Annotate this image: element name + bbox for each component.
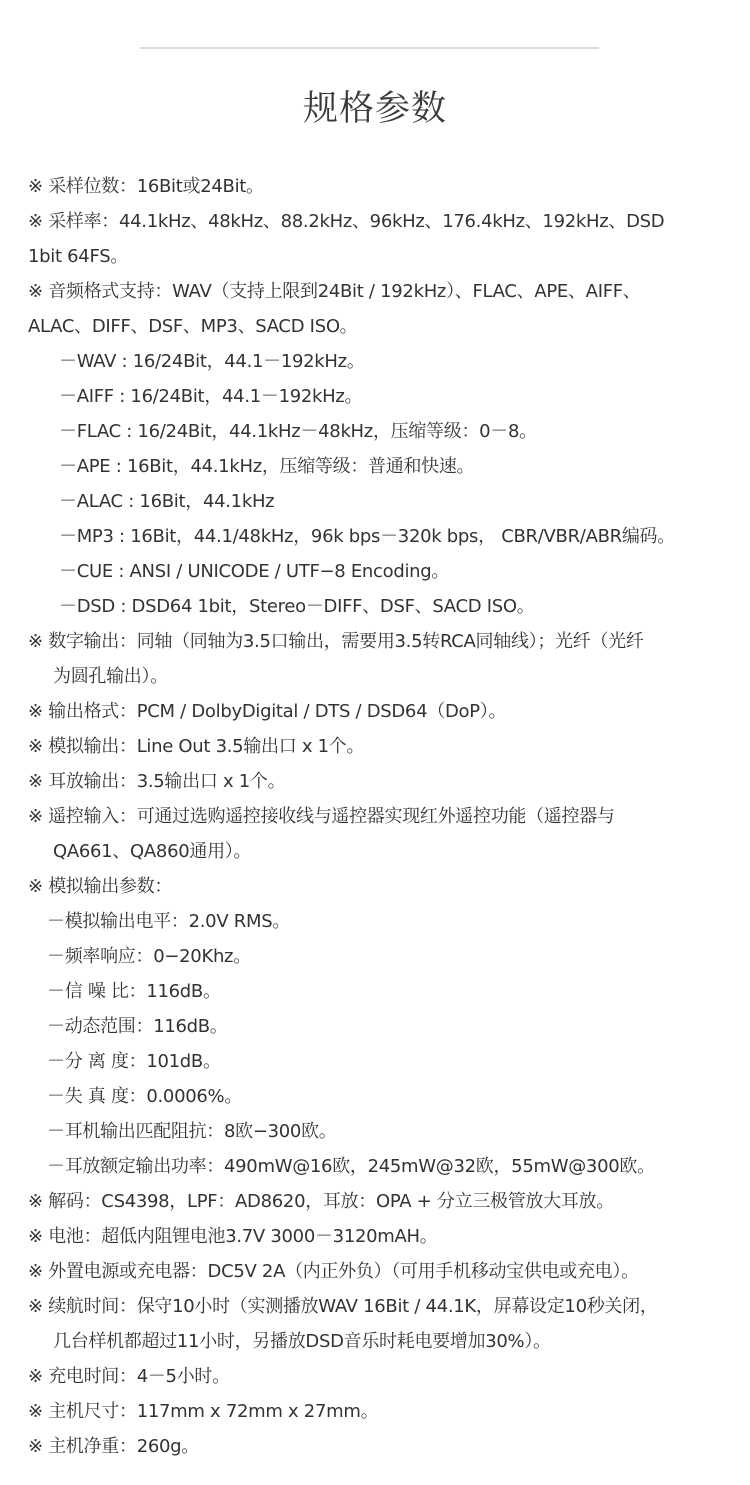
spec-line: ※ 续航时间：保守10小时（实测播放WAV 16Bit / 44.1K，屏幕设定10秒关闭， (28, 1296, 658, 1317)
spec-line: ※ 音频格式支持：WAV（支持上限到24Bit / 192kHz）、FLAC、APE、AIFF、 (28, 281, 641, 302)
spec-line: ALAC、DIFF、DSF、MP3、SACD ISO。 (28, 316, 358, 337)
spec-line: ※ 外置电源或充电器：DC5V 2A（内正外负）（可用手机移动宝供电或充电）。 (28, 1261, 639, 1282)
spec-subline: －FLAC : 16/24Bit，44.1kHz－48kHz，压缩等级：0－8。 (59, 421, 537, 442)
spec-subline: －WAV : 16/24Bit，44.1－192kHz。 (59, 351, 365, 372)
spec-subline: －AIFF : 16/24Bit，44.1－192kHz。 (59, 386, 363, 407)
spec-subline: －模拟输出电平：2.0V RMS。 (47, 911, 291, 932)
spec-subline: －动态范围：116dB。 (47, 1016, 228, 1037)
top-divider (140, 47, 599, 49)
spec-line: ※ 模拟输出参数： (28, 876, 173, 897)
spec-line: ※ 数字输出：同轴（同轴为3.5口输出，需要用3.5转RCA同轴线）；光纤（光纤 (28, 631, 644, 652)
spec-line: ※ 采样率：44.1kHz、48kHz、88.2kHz、96kHz、176.4kHz、192kHz、DSD (28, 211, 665, 232)
spec-subline: －APE : 16Bit，44.1kHz，压缩等级：普通和快速。 (59, 456, 475, 477)
spec-list (28, 169, 728, 1464)
spec-subline: －失 真 度：0.0006%。 (47, 1086, 243, 1107)
spec-subline: QA661、QA860通用）。 (53, 841, 252, 862)
spec-subline: －DSD : DSD64 1bit，Stereo－DIFF、DSF、SACD ISO。 (59, 596, 535, 617)
spec-line: 1bit 64FS。 (28, 246, 129, 267)
spec-line: ※ 模拟输出：Line Out 3.5输出口 x 1个。 (28, 736, 365, 757)
spec-subline: －分 离 度：101dB。 (47, 1051, 221, 1072)
spec-line: ※ 采样位数：16Bit或24Bit。 (28, 176, 264, 197)
spec-line: ※ 充电时间：4－5小时。 (28, 1366, 230, 1387)
spec-subline: 为圆孔输出）。 (53, 666, 168, 687)
spec-line: ※ 解码：CS4398，LPF：AD8620，耳放：OPA + 分立三极管放大耳放。 (28, 1191, 614, 1212)
spec-subline: －ALAC : 16Bit，44.1kHz (59, 491, 275, 512)
page-title: 规格参数 (302, 89, 447, 129)
spec-subline: 几台样机都超过11小时，另播放DSD音乐时耗电要增加30%）。 (53, 1331, 551, 1352)
spec-line: ※ 遥控输入：可通过选购遥控接收线与遥控器实现红外遥控功能（遥控器与 (28, 806, 615, 827)
spec-subline: －MP3 : 16Bit，44.1/48kHz，96k bps－320k bps， CBR/VBR/ABR编码。 (59, 526, 675, 547)
spec-line: ※ 电池：超低内阻锂电池3.7V 3000－3120mAH。 (28, 1226, 438, 1247)
spec-subline: －CUE : ANSI / UNICODE / UTF−8 Encoding。 (59, 561, 450, 582)
spec-line: ※ 主机尺寸：117mm x 72mm x 27mm。 (28, 1401, 379, 1422)
spec-line: ※ 输出格式：PCM / DolbyDigital / DTS / DSD64（DoP）。 (28, 701, 507, 722)
spec-subline: －耳机输出匹配阻抗：8欧−300欧。 (47, 1121, 337, 1142)
spec-subline: －频率响应：0−20Khz。 (47, 946, 251, 967)
spec-line: ※ 主机净重：260g。 (28, 1436, 199, 1457)
spec-subline: －信 噪 比：116dB。 (47, 981, 221, 1002)
spec-subline: －耳放额定输出功率：490mW@16欧，245mW@32欧，55mW@300欧。 (47, 1156, 655, 1177)
spec-line: ※ 耳放输出：3.5输出口 x 1个。 (28, 771, 286, 792)
